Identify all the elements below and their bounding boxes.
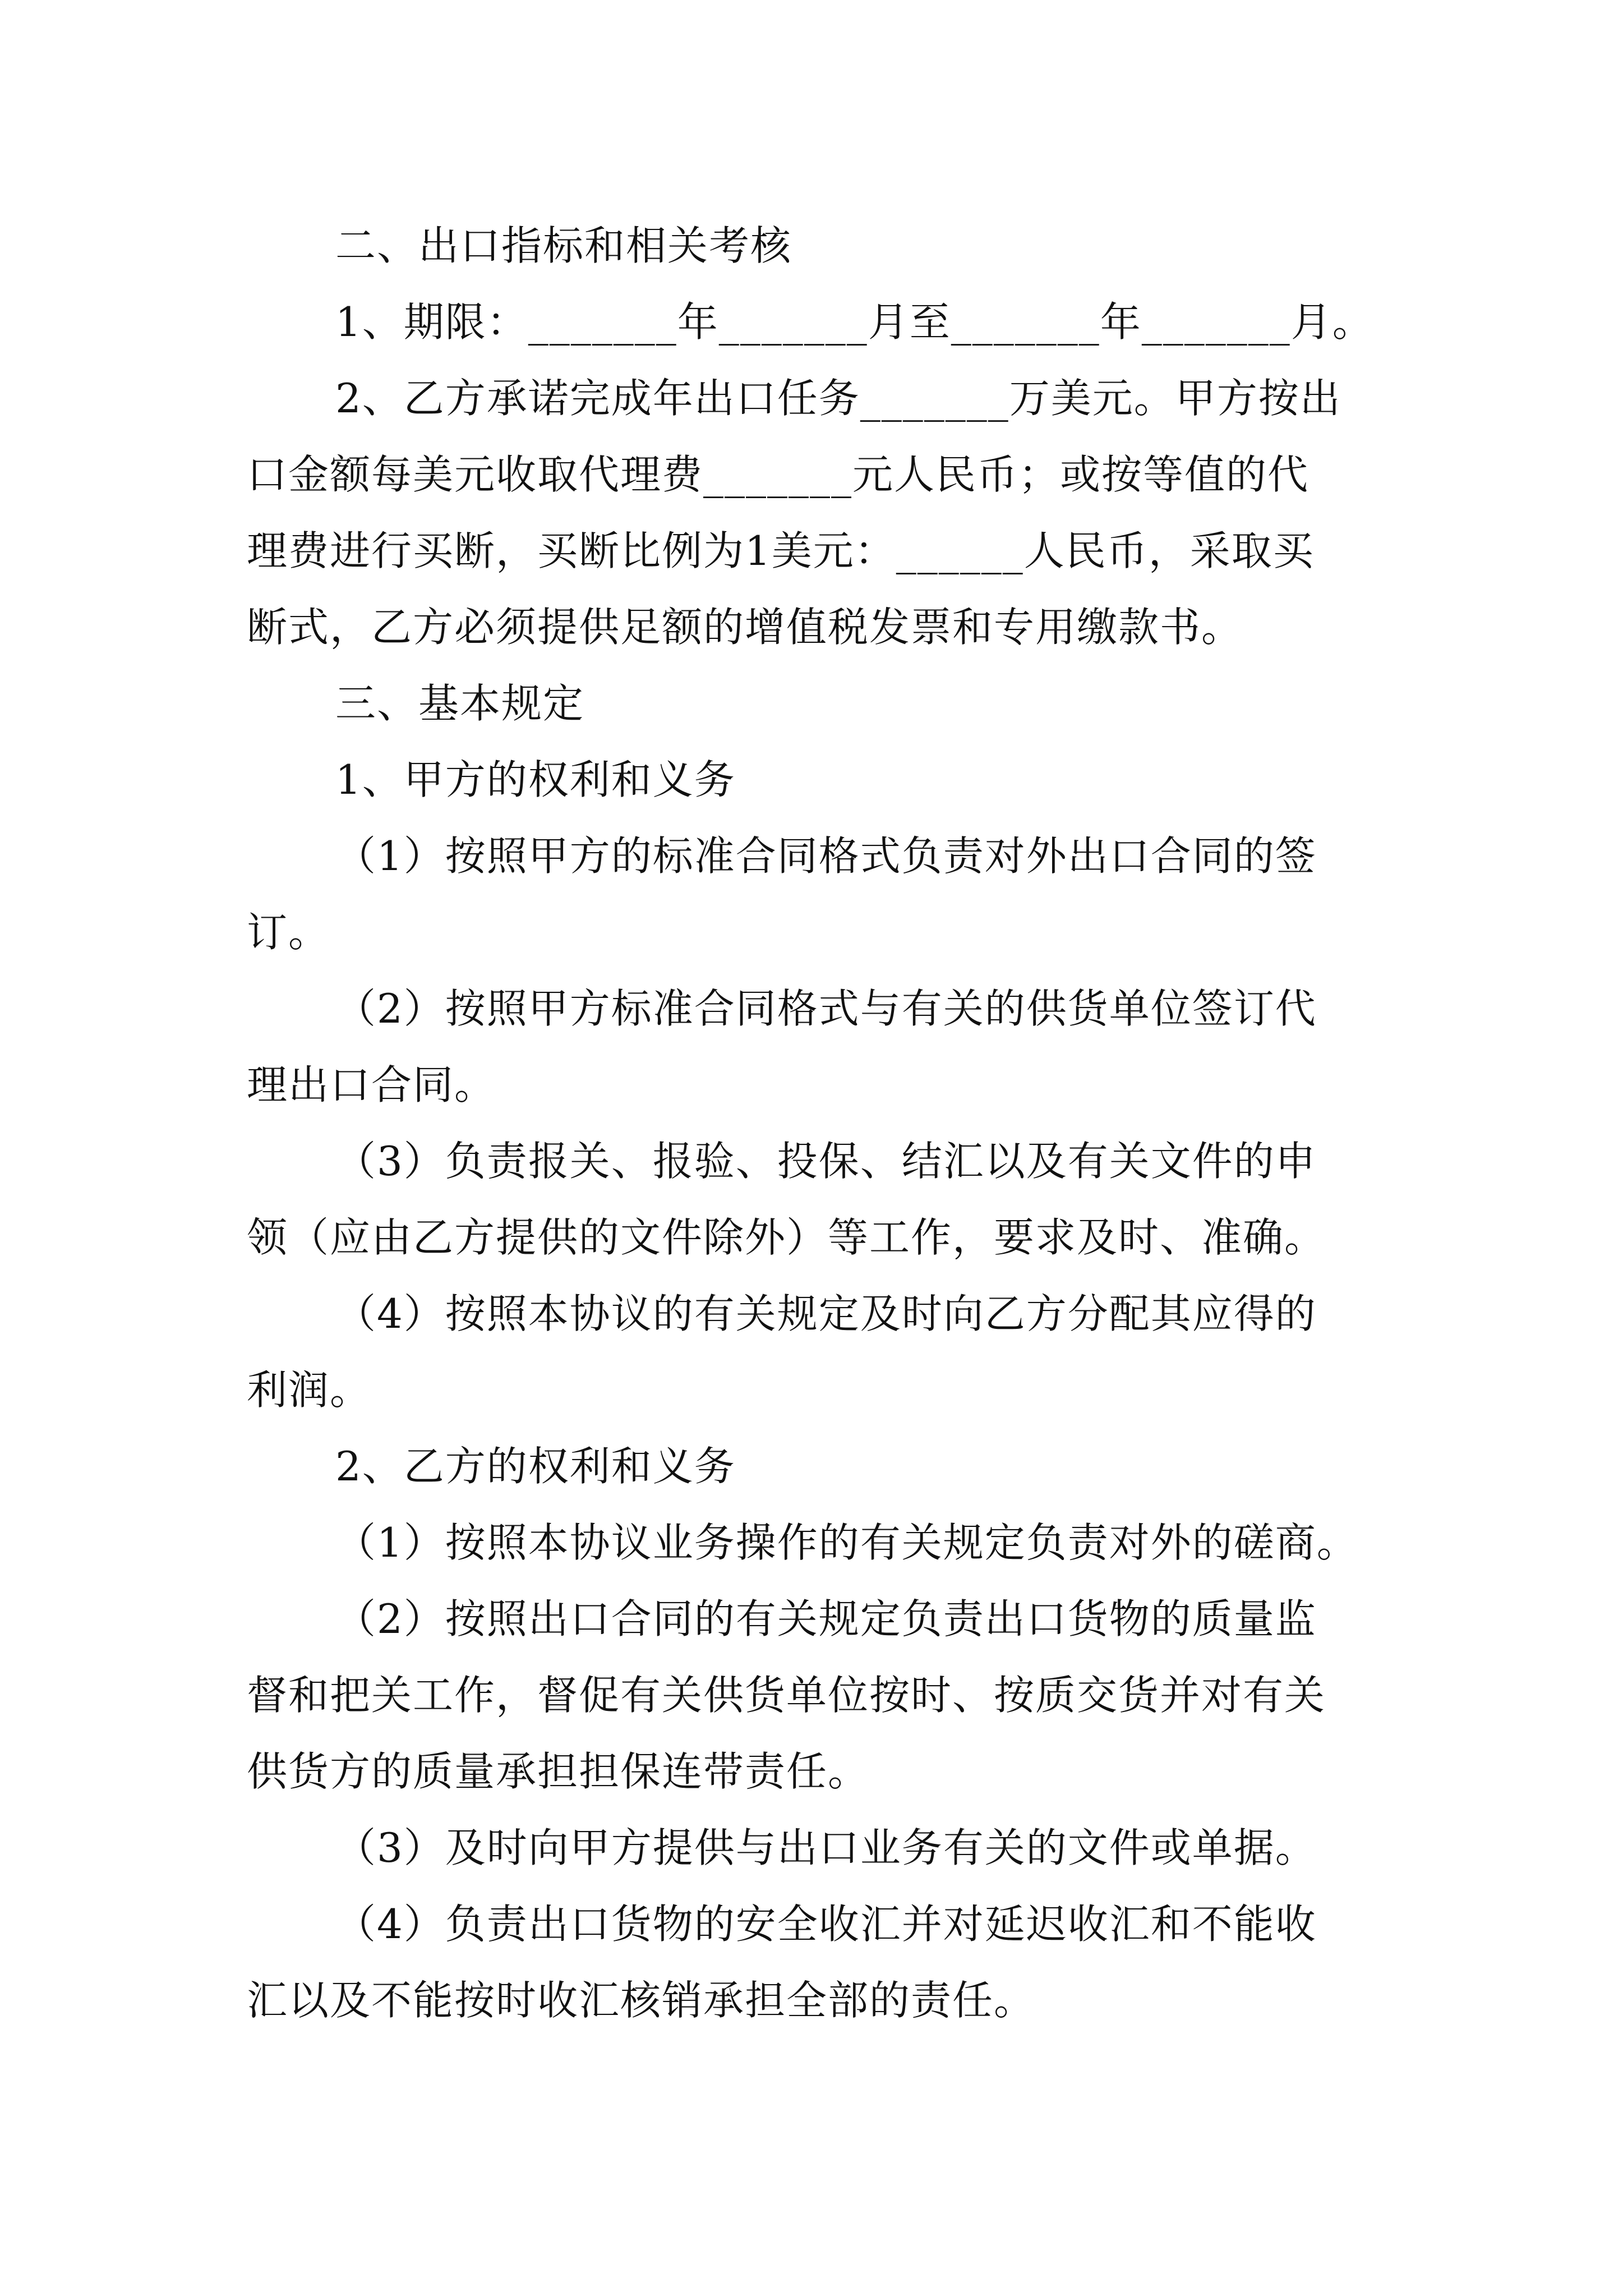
section-heading-2: 二、出口指标和相关考核 (335, 222, 792, 269)
clause-export-task-cont-1: 口金额每美元收取代理费_______元人民币；或按等值的代 (247, 451, 1310, 498)
party-a-item-3: （3）负责报关、报验、投保、结汇以及有关文件的申 (335, 1138, 1317, 1185)
party-a-item-2: （2）按照甲方标准合同格式与有关的供货单位签订代 (335, 985, 1317, 1032)
clause-export-task: 2、乙方承诺完成年出口任务_______万美元。甲方按出 (335, 375, 1341, 422)
subsection-party-a: 1、甲方的权利和义务 (335, 756, 736, 803)
party-b-item-4: （4）负责出口货物的安全收汇并对延迟收汇和不能收 (335, 1901, 1317, 1948)
party-b-item-1: （1）按照本协议业务操作的有关规定负责对外的磋商。 (335, 1519, 1358, 1566)
party-a-item-3-cont: 领（应由乙方提供的文件除外）等工作，要求及时、准确。 (247, 1214, 1326, 1261)
party-a-item-1: （1）按照甲方的标准合同格式负责对外出口合同的签 (335, 832, 1317, 880)
clause-export-task-cont-3: 断式，乙方必须提供足额的增值税发票和专用缴款书。 (247, 604, 1243, 651)
party-b-item-3: （3）及时向甲方提供与出口业务有关的文件或单据。 (335, 1824, 1317, 1871)
party-a-item-2-cont: 理出口合同。 (247, 1061, 496, 1108)
party-b-item-4-cont: 汇以及不能按时收汇核销承担全部的责任。 (247, 1977, 1036, 2024)
document-body (247, 208, 1385, 2039)
subsection-party-b: 2、乙方的权利和义务 (335, 1443, 736, 1490)
party-b-item-2-cont-2: 供货方的质量承担担保连带责任。 (247, 1748, 870, 1795)
party-b-item-2-cont-1: 督和把关工作，督促有关供货单位按时、按质交货并对有关 (247, 1672, 1326, 1719)
section-heading-3: 三、基本规定 (335, 680, 585, 727)
clause-export-task-cont-2: 理费进行买断，买断比例为1美元：______人民币，采取买 (247, 527, 1315, 574)
clause-term: 1、期限：_______年_______月至_______年_______月。 (335, 298, 1374, 346)
party-a-item-4: （4）按照本协议的有关规定及时向乙方分配其应得的 (335, 1290, 1317, 1337)
party-a-item-1-cont: 订。 (247, 909, 330, 956)
party-a-item-4-cont: 利润。 (247, 1366, 372, 1414)
party-b-item-2: （2）按照出口合同的有关规定负责出口货物的质量监 (335, 1595, 1317, 1642)
